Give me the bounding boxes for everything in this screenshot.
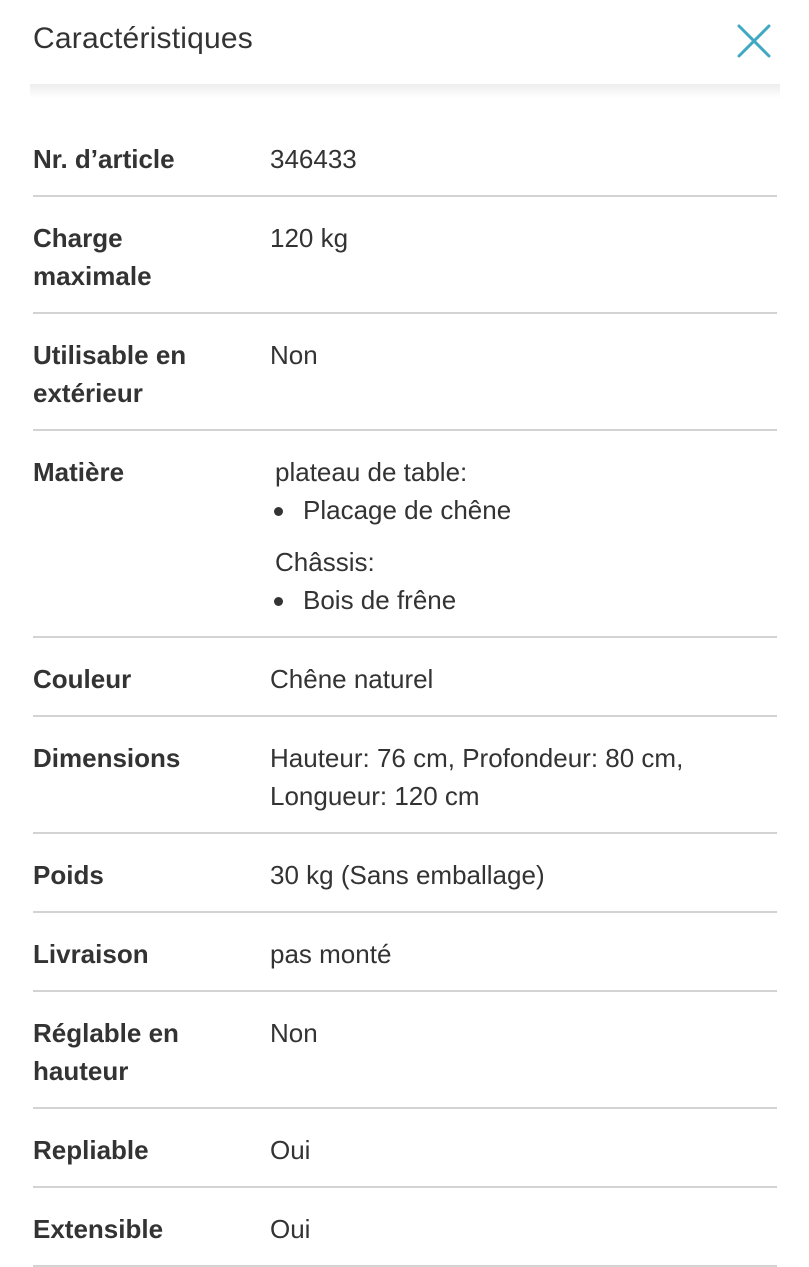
list-item xyxy=(270,491,777,529)
spec-label: Livraison xyxy=(33,939,149,969)
spec-value-material xyxy=(270,453,777,619)
spec-value: Oui xyxy=(270,1214,311,1244)
spec-label: Nr. d’article xyxy=(33,144,175,174)
bullet-icon xyxy=(274,597,283,606)
close-button[interactable] xyxy=(733,20,775,62)
material-item: Bois de frêne xyxy=(303,585,457,615)
header-shadow xyxy=(30,84,780,98)
page-title: Caractéristiques xyxy=(33,22,253,55)
characteristics-table xyxy=(33,118,777,1267)
spec-value: Oui xyxy=(270,1135,311,1165)
spec-value: Chêne naturel xyxy=(270,664,434,694)
spec-row-height-adjustable xyxy=(33,992,777,1109)
spec-label: Charge maximale xyxy=(33,223,152,291)
material-group xyxy=(270,543,777,619)
spec-label: Repliable xyxy=(33,1135,149,1165)
spec-value: 346433 xyxy=(270,144,357,174)
spec-label: Extensible xyxy=(33,1214,164,1244)
spec-row-delivery xyxy=(33,913,777,992)
spec-row-article-number xyxy=(33,118,777,197)
material-list xyxy=(270,491,777,529)
spec-label: Poids xyxy=(33,860,104,890)
spec-row-dimensions xyxy=(33,717,777,834)
spec-value: Hauteur: 76 cm, Profondeur: 80 cm, Longueur: 120 cm xyxy=(270,743,684,811)
modal-header xyxy=(0,0,809,86)
spec-row-material xyxy=(33,431,777,638)
spec-label: Couleur xyxy=(33,664,132,694)
spec-label: Dimensions xyxy=(33,743,181,773)
spec-value: pas monté xyxy=(270,939,392,969)
material-item: Placage de chêne xyxy=(303,495,512,525)
material-group-title: plateau de table: xyxy=(275,457,468,487)
material-group xyxy=(270,453,777,529)
spec-row-weight xyxy=(33,834,777,913)
spec-row-color xyxy=(33,638,777,717)
spec-row-outdoor xyxy=(33,314,777,431)
spec-value: 30 kg (Sans emballage) xyxy=(270,860,545,890)
close-icon xyxy=(733,20,775,62)
spec-label: Réglable en hauteur xyxy=(33,1018,179,1086)
spec-value: Non xyxy=(270,1018,318,1048)
material-group-title: Châssis: xyxy=(275,547,375,577)
spec-label: Matière xyxy=(33,457,125,487)
material-list xyxy=(270,581,777,619)
spec-value: Non xyxy=(270,340,318,370)
list-item xyxy=(270,581,777,619)
spec-label: Utilisable en extérieur xyxy=(33,340,187,408)
spec-row-max-load xyxy=(33,197,777,314)
spec-row-foldable xyxy=(33,1109,777,1188)
bullet-icon xyxy=(274,507,283,516)
spec-value: 120 kg xyxy=(270,223,349,253)
